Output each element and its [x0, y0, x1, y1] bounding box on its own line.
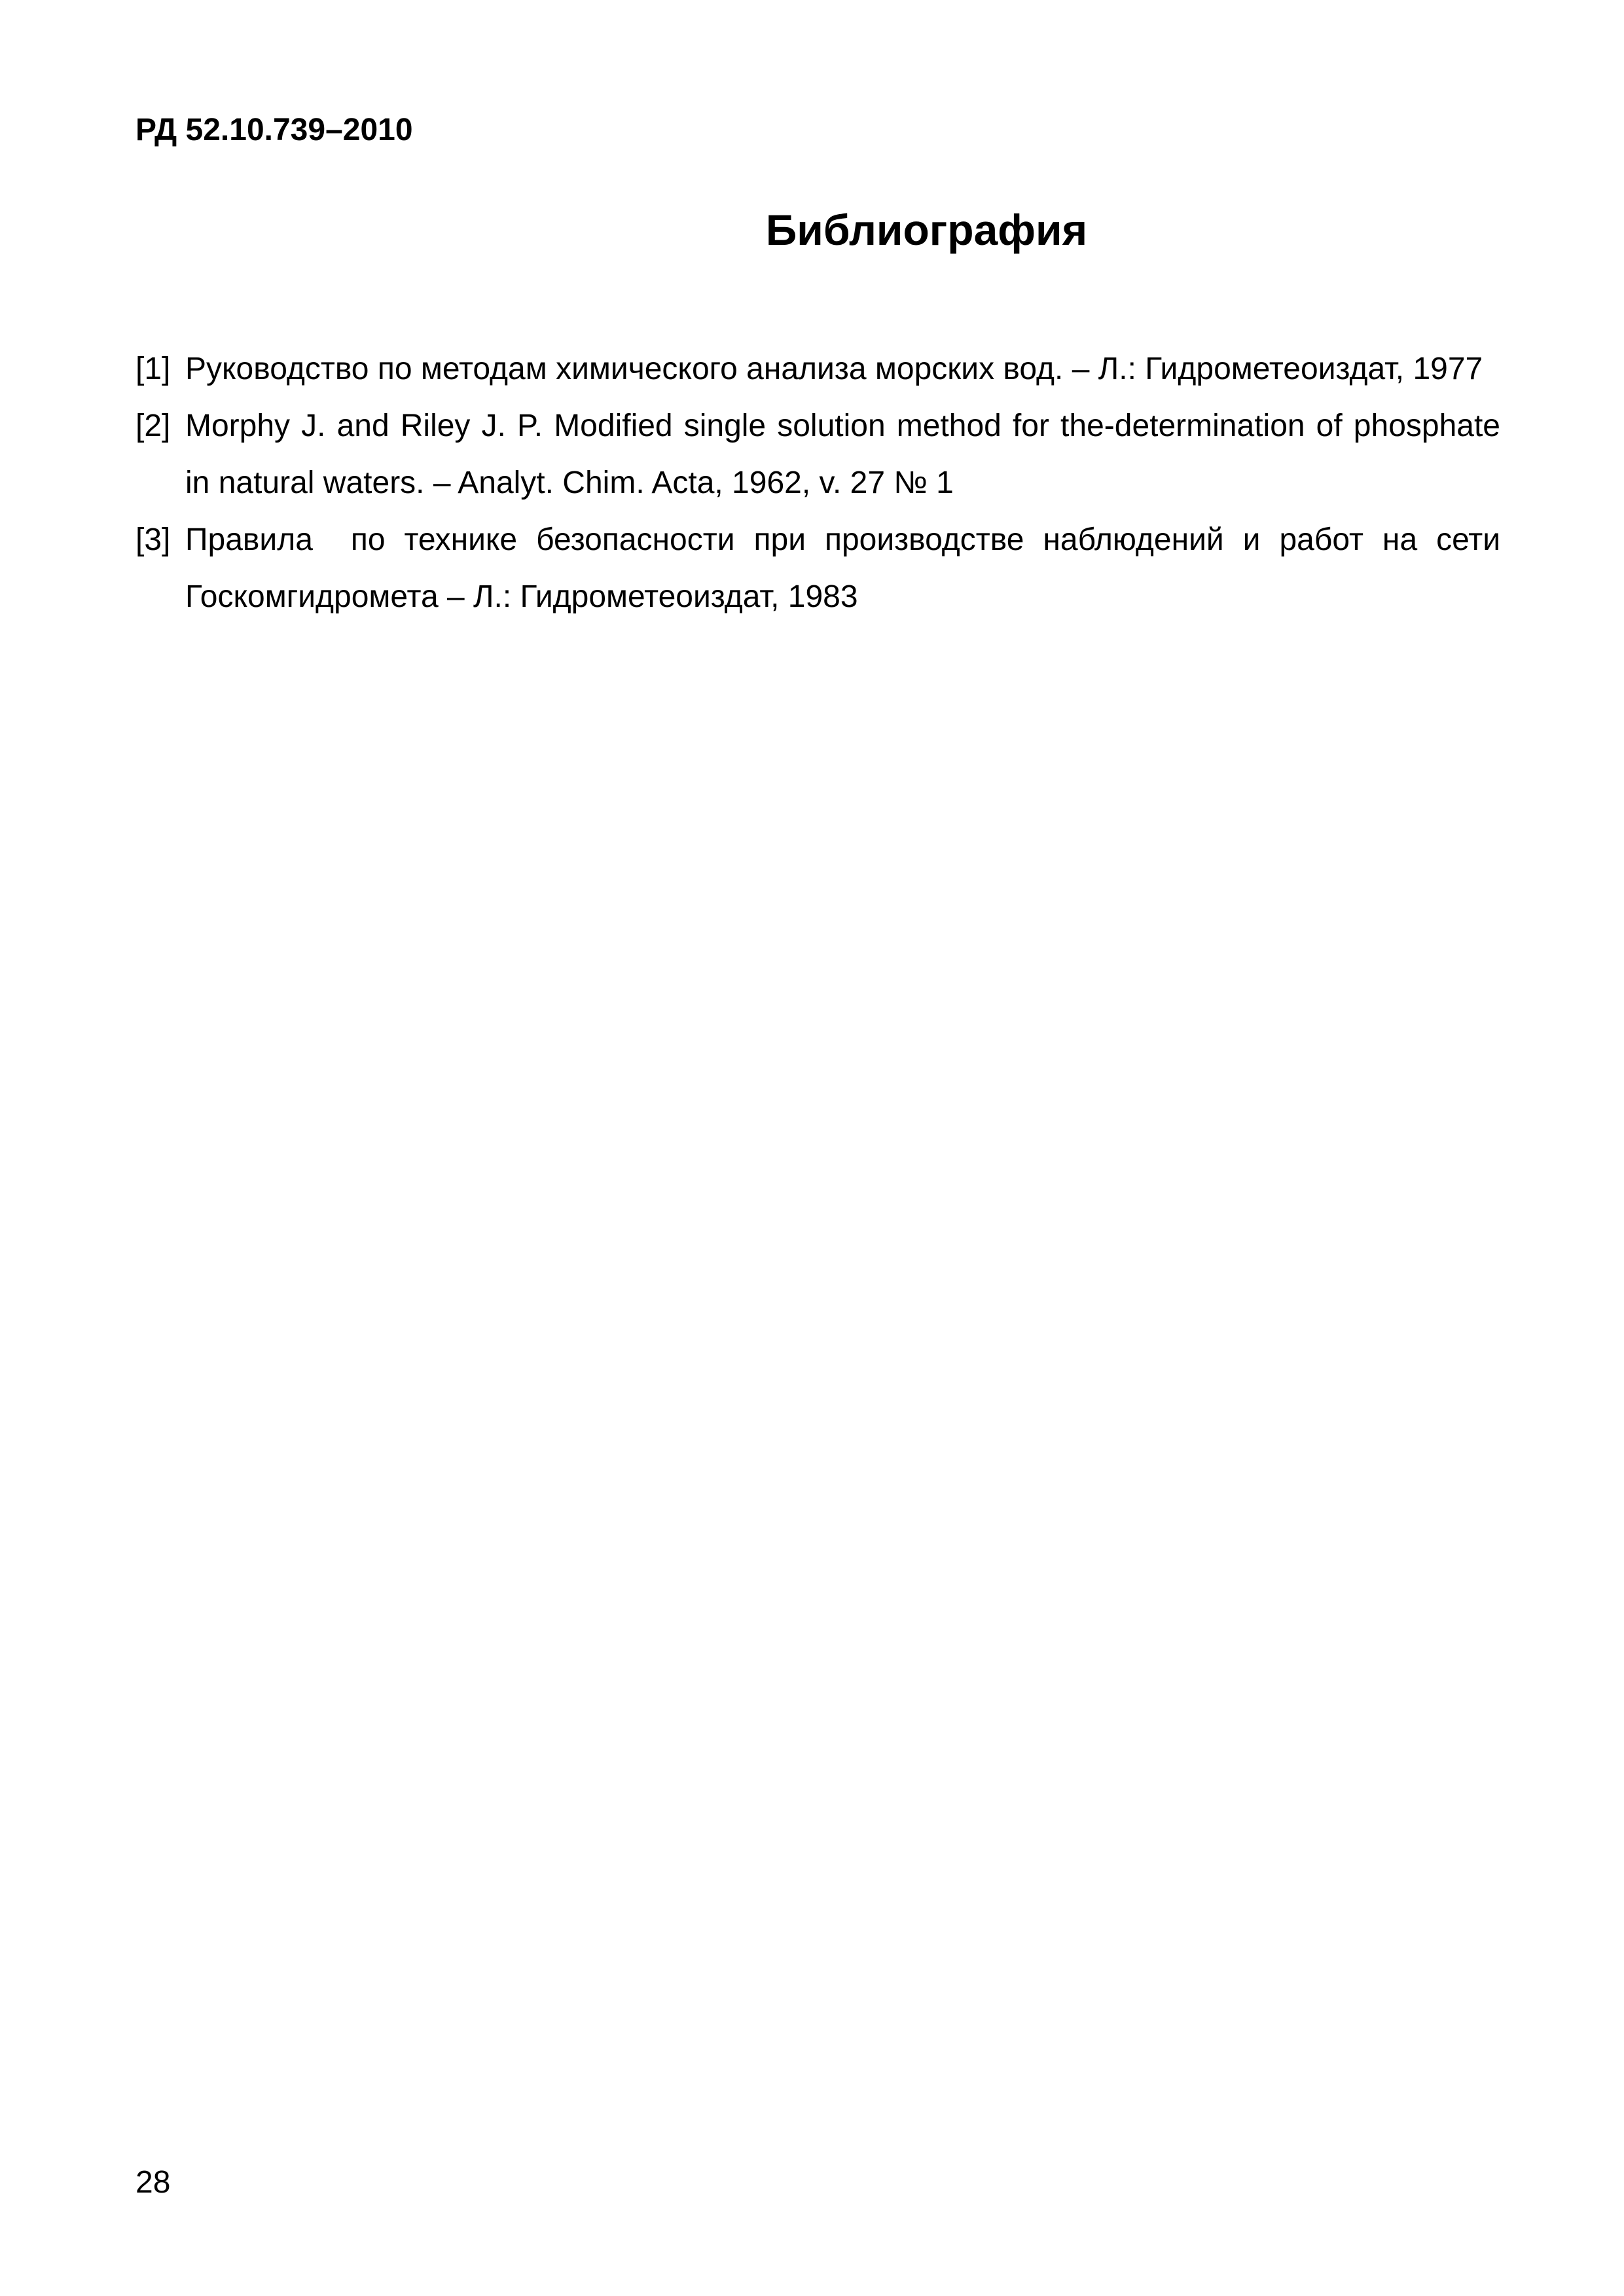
bibliography-entry-text: Руководство по методам химического анализа морских вод. – Л.: Гидрометеоиздат, 1977 — [185, 352, 1483, 386]
bibliography-entry-number: [3] — [135, 522, 171, 557]
section-title: Библиография — [765, 206, 1088, 254]
bibliography-entry-number: [2] — [135, 409, 171, 443]
document-code: РД 52.10.739–2010 — [135, 113, 413, 147]
page-number: 28 — [135, 2165, 171, 2200]
bibliography-entry-text: Правила по технике безопасности при производстве наблюдений и работ на сети Госкомгидромета – Л.: Гидрометеоиздат, 1983 — [185, 522, 1509, 614]
bibliography-entry-3 — [135, 511, 1509, 625]
bibliography-entry-2 — [135, 397, 1500, 511]
bibliography-list — [135, 340, 1509, 625]
bibliography-entry-text: Morphy J. and Riley J. P. Modified single solution method for the-determination of phosphate in natural waters. – Analyt. Chim. Acta, 1962, v. 27 № 1 — [185, 409, 1500, 500]
bibliography-entry-1 — [135, 340, 1500, 397]
bibliography-entry-number: [1] — [135, 352, 171, 386]
